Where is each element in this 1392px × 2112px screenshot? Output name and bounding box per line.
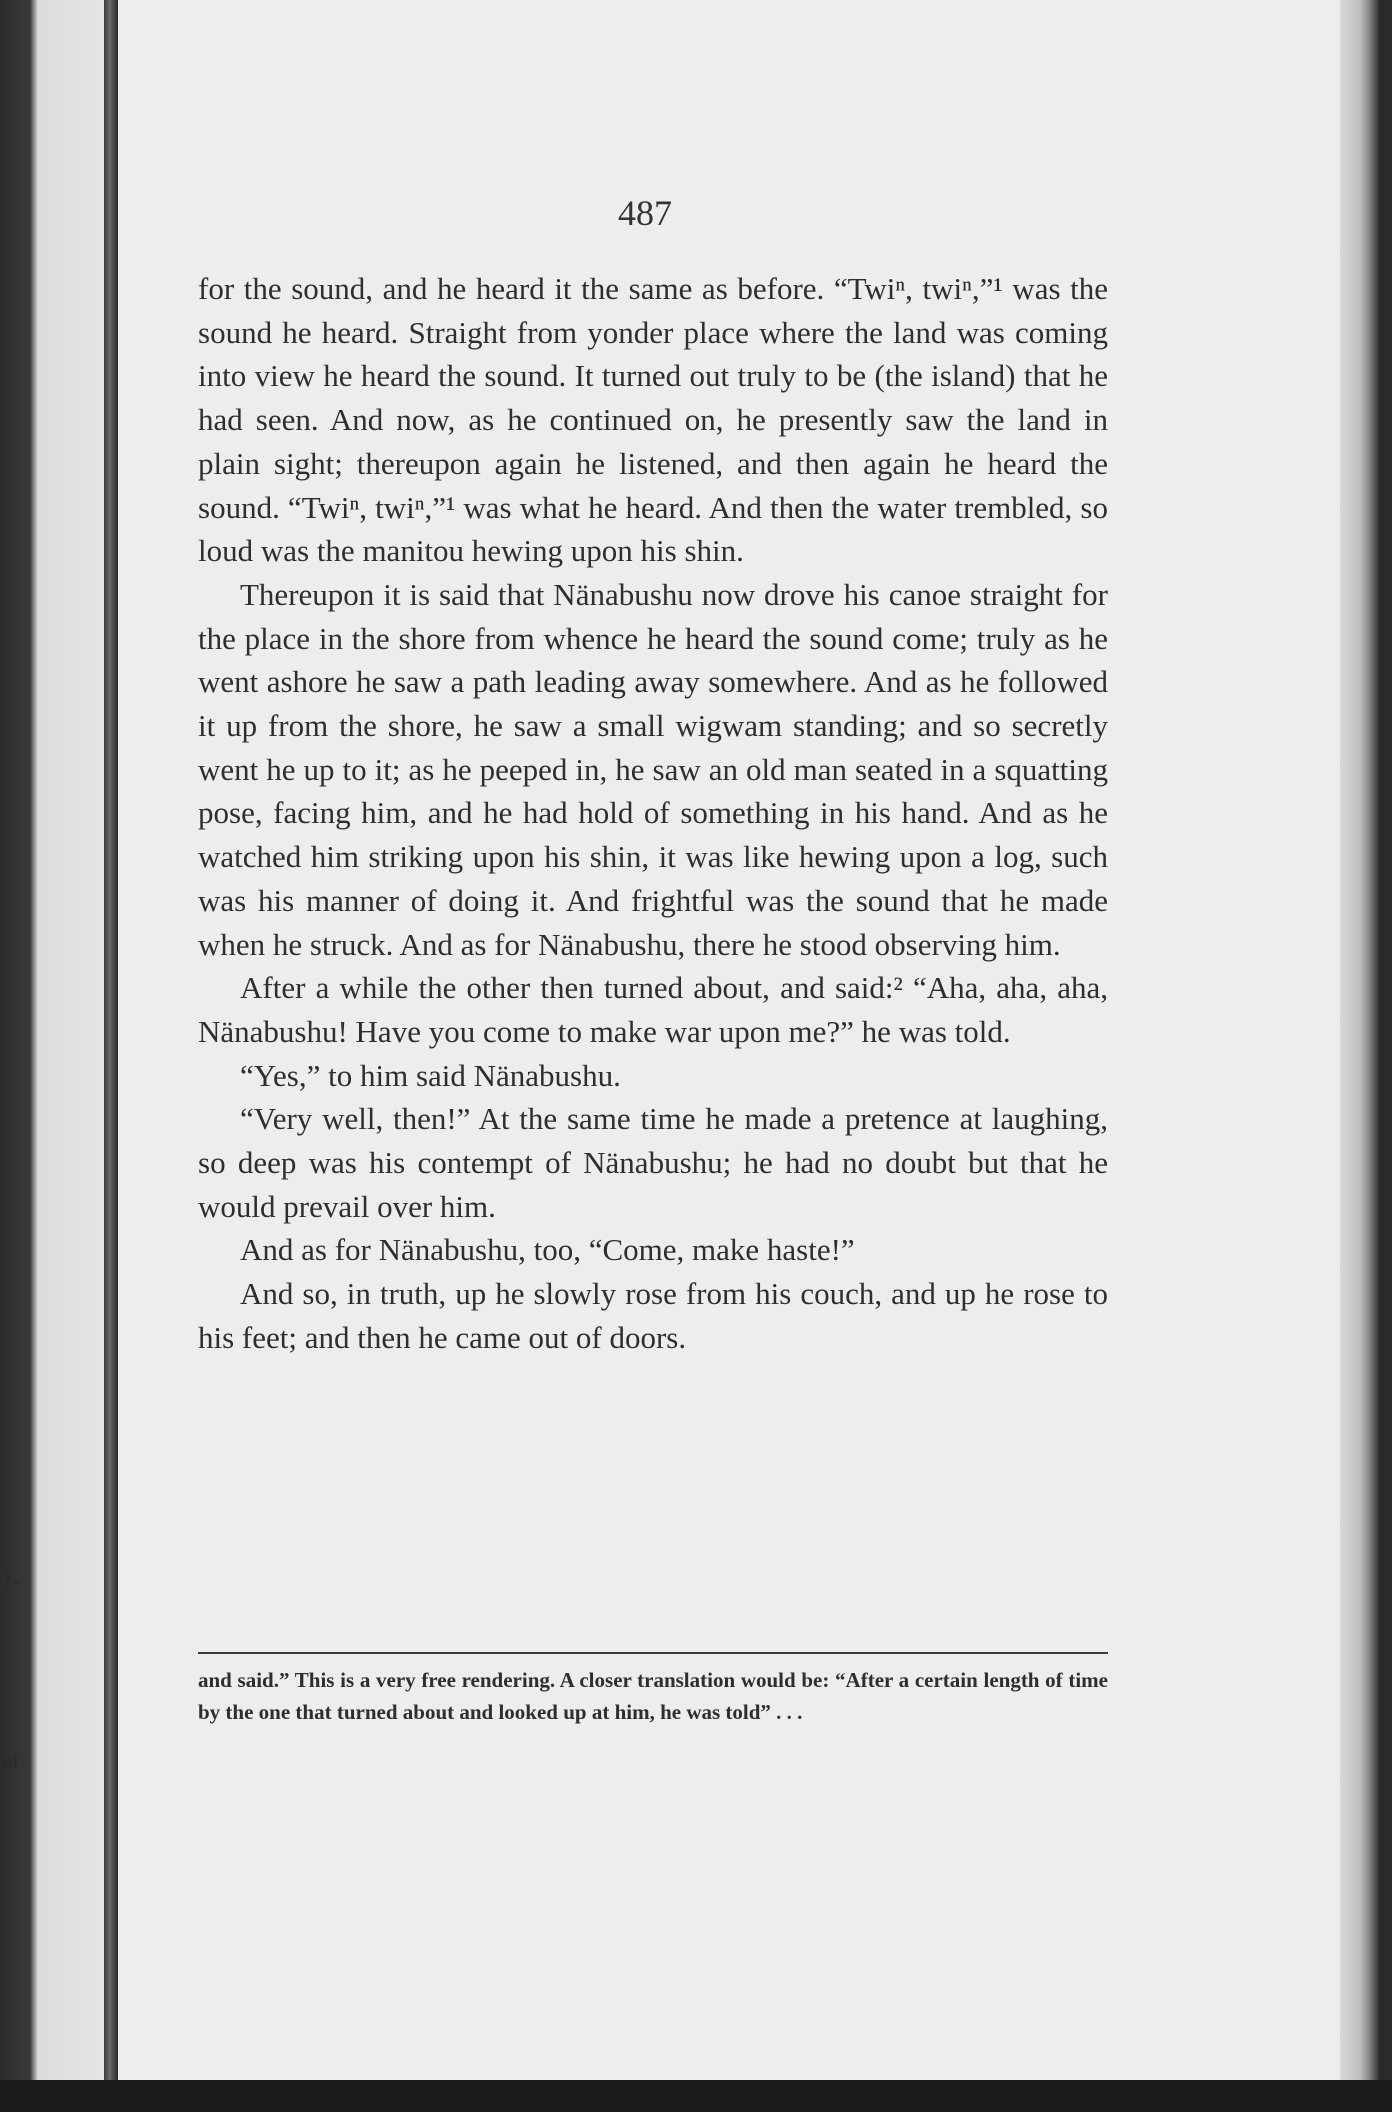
previous-page-fragment: 1-	[2, 1568, 21, 1593]
paragraph: for the sound, and he heard it the same as before. “Twiⁿ, twiⁿ,”¹ was the sound he heard. Straight from yonder place where the land was coming into view he heard the sound. It turned out truly to be (the island) that he had seen. And now, as he continued on, he presently saw the land in plain sight; thereupon again he listened, and then again he heard the sound. “Twiⁿ, twiⁿ,”¹ was what he heard. And then the water trembled, so loud was the manitou hewing upon his shin.	[198, 271, 1108, 569]
previous-page-fragment: ut	[2, 1748, 20, 1773]
paragraph: And so, in truth, up he slowly rose from his couch, and up he rose to his feet; and then he came out of doors.	[198, 1276, 1108, 1355]
paragraph: After a while the other then turned about, and said:² “Aha, aha, aha, Nänabushu! Have you come to make war upon me?” he was told.	[198, 970, 1108, 1049]
page-number: 487	[618, 193, 672, 233]
book-spine-fold	[104, 0, 118, 2080]
paragraph: And as for Nänabushu, too, “Come, make haste!”	[240, 1232, 855, 1268]
footnote: and said.” This is a very free rendering. A closer translation would be: “After a certain length of time by the one that turned about and looked up at him, he was told” . . .	[198, 1668, 1108, 1724]
paragraph: Thereupon it is said that Nänabushu now drove his canoe straight for the place in the shore from whence he heard the sound come; truly as he went ashore he saw a path leading away somewhere. And as he followed it up from the shore, he saw a small wigwam standing; and so secretly went he up to it; as he peeped in, he saw an old man seated in a squatting pose, facing him, and he had hold of something in his hand. And as he watched him striking upon his shin, it was like hewing upon a log, such was his manner of doing it. And frightful was the sound that he made when he struck. And as for Nänabushu, there he stood observing him.	[198, 576, 1108, 962]
body-text	[198, 267, 1108, 1360]
page-stack-edge	[1340, 0, 1392, 2112]
paragraph: “Yes,” to him said Nänabushu.	[240, 1057, 621, 1093]
scan-border	[0, 2080, 1392, 2112]
paragraph: “Very well, then!” At the same time he made a pretence at laughing, so deep was his contempt of Nänabushu; he had no doubt but that he would prevail over him.	[198, 1101, 1108, 1224]
previous-page-edge	[0, 0, 112, 2112]
footnote-divider	[198, 1652, 1108, 1654]
